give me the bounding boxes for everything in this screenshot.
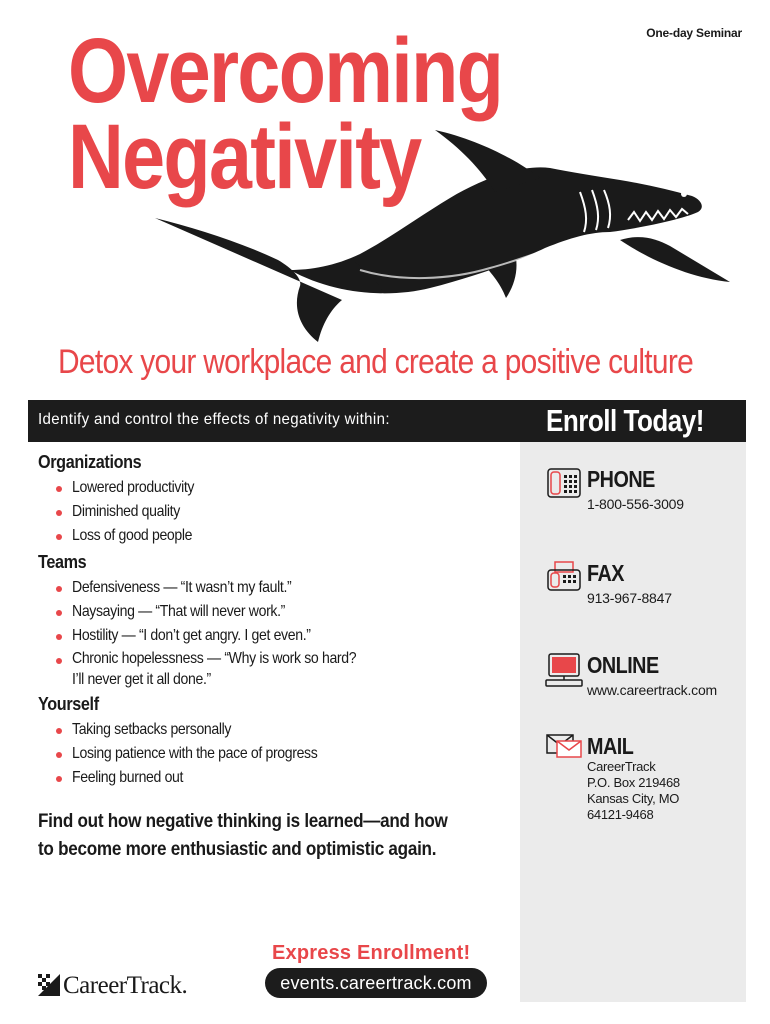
list-item: Defensiveness — “It wasn’t my fault.” [54,576,508,600]
find-out-callout: Find out how negative thinking is learned—and how to become more enthusiastic and optimistic again. [38,811,448,860]
logo-mark-icon [38,974,60,996]
section-heading-organizations: Organizations [38,452,142,472]
teams-list [54,576,508,690]
list-item: Lowered productivity [54,476,508,500]
title-line-2: Negativity [68,106,421,209]
phone-number[interactable]: 1-800-556-3009 [587,496,684,512]
list-item: Naysaying — “That will never work.” [54,600,508,624]
website-link[interactable]: www.careertrack.com [587,682,718,698]
phone-icon [545,466,583,500]
mail-line: Kansas City, MO [587,791,680,806]
list-item: Feeling burned out [54,766,508,790]
enrollment-url-link[interactable]: events.careertrack.com [265,968,487,998]
mail-label: MAIL [587,733,634,759]
header-band [28,400,746,442]
contact-phone [545,466,745,516]
title-line-1: Overcoming [68,20,503,122]
seminar-label: One-day Seminar [646,26,742,40]
express-enrollment-heading: Express Enrollment! [272,942,471,964]
contact-sidebar [520,442,746,1002]
organizations-list [54,476,508,548]
effects-list [38,452,508,794]
list-item-continuation: I’ll never get it all done.” [72,671,211,688]
list-item: Loss of good people [54,524,508,548]
mail-address [587,759,680,823]
logo-wordmark: CareerTrack. [63,972,188,999]
band-intro-text: Identify and control the effects of negativity within: [38,411,390,428]
fax-label: FAX [587,560,624,586]
list-item: Hostility — “I don’t get angry. I get even.” [54,624,508,648]
shark-illustration [150,120,750,350]
contact-fax [545,560,745,610]
mail-line: 64121-9468 [587,807,654,822]
fax-number: 913-967-8847 [587,590,672,606]
list-item: Chronic hopelessness — “Why is work so hard? I’ll never get it all done.” [54,648,508,690]
subtitle: Detox your workplace and create a positive culture [58,343,694,381]
computer-icon [545,652,583,688]
envelope-icon [545,733,583,759]
yourself-list [54,718,508,790]
fax-icon [545,560,583,594]
section-heading-yourself: Yourself [38,694,99,714]
online-label: ONLINE [587,652,659,678]
contact-online [545,652,745,702]
section-heading-teams: Teams [38,552,87,572]
list-item: Taking setbacks personally [54,718,508,742]
contact-mail [545,733,745,823]
list-item: Diminished quality [54,500,508,524]
enroll-heading: Enroll Today! [546,403,704,438]
list-item: Losing patience with the pace of progress [54,742,508,766]
mail-line: CareerTrack [587,759,656,774]
phone-label: PHONE [587,466,655,492]
mail-line: P.O. Box 219468 [587,775,680,790]
